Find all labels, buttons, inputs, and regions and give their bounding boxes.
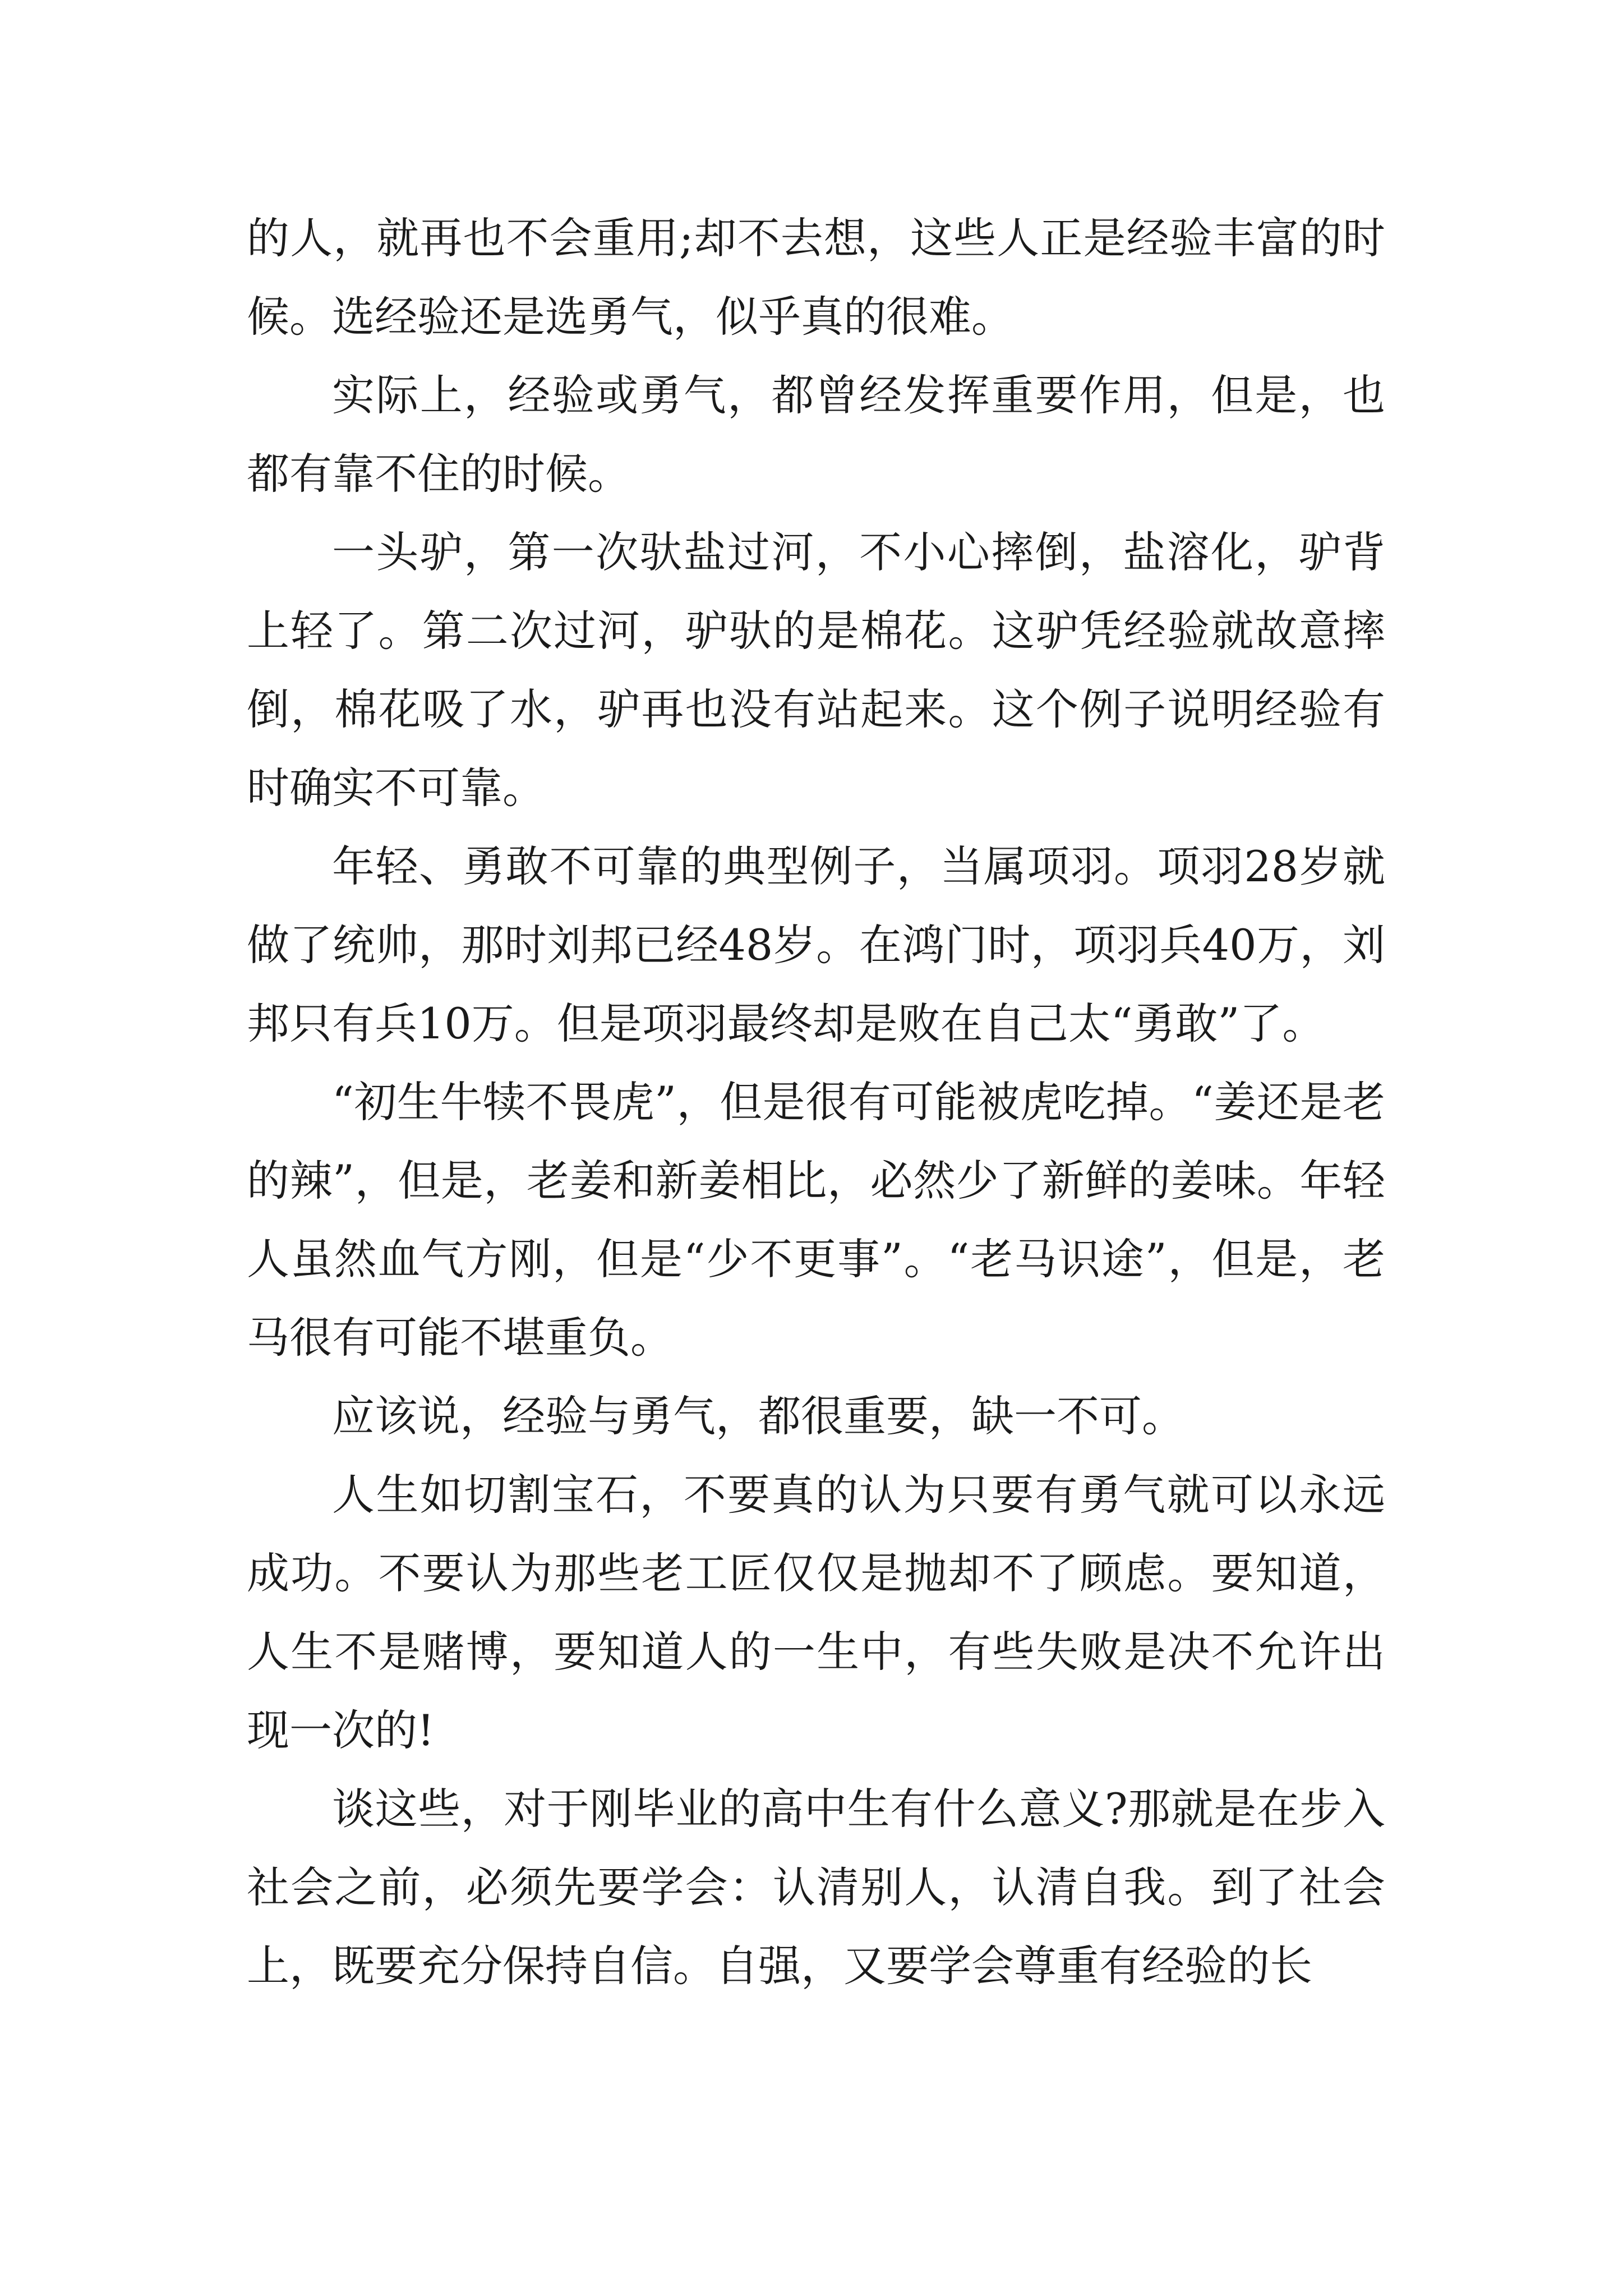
paragraph-3: 一头驴，第一次驮盐过河，不小心摔倒，盐溶化，驴背上轻了。第二次过河，驴驮的是棉花。这驴凭经验就故意摔倒，棉花吸了水，驴再也没有站起来。这个例子说明经验有时确实不可靠。 (247, 527, 1385, 813)
paragraph-4: 年轻、勇敢不可靠的典型例子，当属项羽。项羽28岁就做了统帅，那时刘邦已经48岁。在鸿门时，项羽兵40万，刘邦只有兵10万。但是项羽最终却是败在自己太“勇敢”了。 (247, 841, 1385, 1048)
paragraph-5: “初生牛犊不畏虎”，但是很有可能被虎吃掉。“姜还是老的辣”，但是，老姜和新姜相比，必然少了新鲜的姜味。年轻人虽然血气方刚，但是“少不更事”。“老马识途”，但是，老马很有可能不堪重负。 (247, 1077, 1385, 1363)
paragraph-2: 实际上，经验或勇气，都曾经发挥重要作用，但是，也都有靠不住的时候。 (247, 370, 1385, 499)
paragraph-8: 谈这些，对于刚毕业的高中生有什么意义?那就是在步入社会之前，必须先要学会：认清别人，认清自我。到了社会上，既要充分保持自信。自强，又要学会尊重有经验的长 (247, 1784, 1385, 1991)
paragraph-1: 的人，就再也不会重用;却不去想，这些人正是经验丰富的时候。选经验还是选勇气，似乎真的很难。 (247, 213, 1385, 342)
document-body (247, 199, 1385, 2005)
paragraph-6: 应该说，经验与勇气，都很重要，缺一不可。 (332, 1391, 1184, 1441)
paragraph-7: 人生如切割宝石，不要真的认为只要有勇气就可以永远成功。不要认为那些老工匠仅仅是抛却不了顾虑。要知道，人生不是赌博，要知道人的一生中，有些失败是决不允许出现一次的! (247, 1470, 1385, 1755)
